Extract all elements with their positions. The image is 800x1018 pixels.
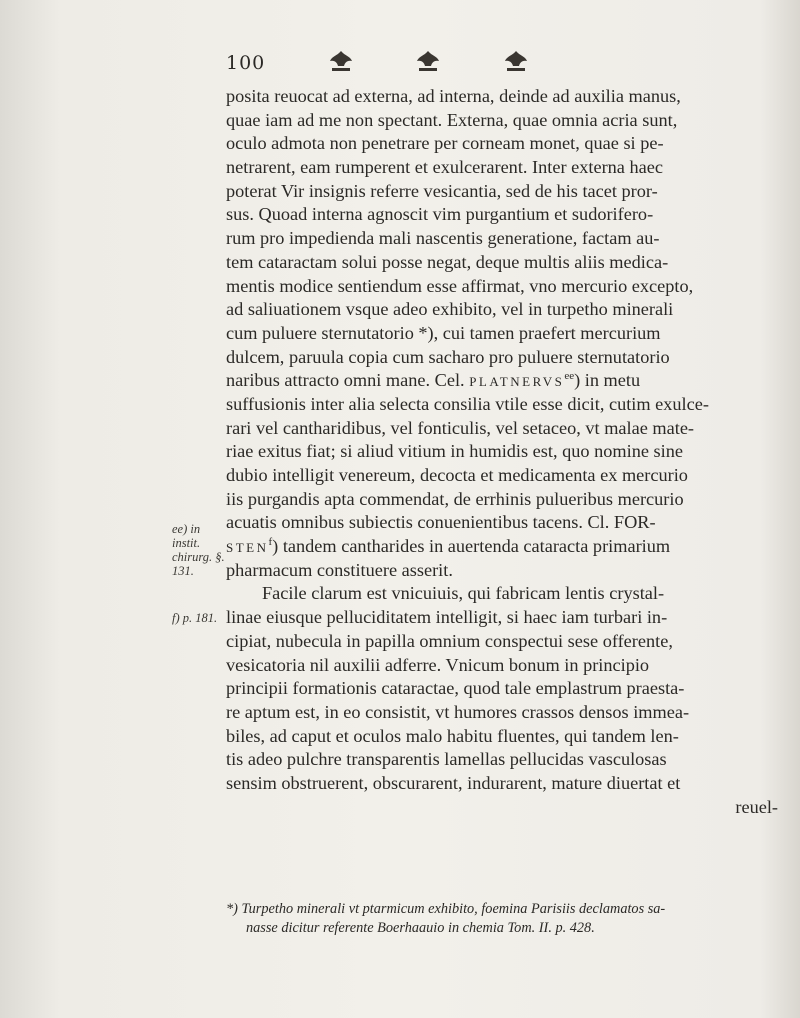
author-name: PLATNERVS: [469, 374, 565, 390]
text-line: tis adeo pulchre transparentis lamellas pellucidas vasculosas: [226, 749, 667, 770]
text-line: oculo admota non penetrare per corneam monet, quae si pe-: [226, 133, 664, 154]
text-line: sus. Quoad interna agnoscit vim purgantium et sudorifero-: [226, 204, 654, 225]
margin-note-line: f) p. 181.: [172, 611, 218, 625]
footnote-line: *) Turpetho minerali vt ptarmicum exhibito, foemina Parisiis declamatos sa-: [226, 901, 666, 917]
text-line: [226, 535, 786, 559]
catchword: reuel-: [735, 796, 778, 817]
text-line: netrarent, eam rumperent et exulcerarent. Inter externa haec: [226, 157, 663, 178]
text-line: dubio intelligit venereum, decocta et medicamenta ex mercurio: [226, 465, 688, 485]
line-fragment: ) in metu: [574, 370, 641, 391]
text-line: ad saliuationem vsque adeo exhibito, vel in turpetho minerali: [226, 299, 674, 320]
margin-note-f: [172, 611, 228, 625]
footnote-marker: ee: [564, 370, 575, 383]
text-line: posita reuocat ad externa, ad interna, deinde ad auxilia manus,: [226, 86, 681, 106]
page-header: [226, 48, 586, 82]
text-line: quae iam ad me non spectant. Externa, quae omnia acria sunt,: [226, 109, 678, 130]
text-line: pharmacum constituere asserit.: [226, 559, 453, 580]
text-line: sensim obstruerent, obscurarent, indurarent, mature diuertat et: [226, 772, 681, 793]
text-line: cipiat, nubecula in papilla omnium conspectui sese offerente,: [226, 630, 673, 651]
footnote-line: nasse dicitur referente Boerhaauio in chemia Tom. II. p. 428.: [246, 920, 595, 936]
text-line: rari vel cantharidibus, vel fonticulis, vel setaceo, vt malae mate-: [226, 417, 695, 438]
text-line: acuatis omnibus subiectis conuenientibus tacens. Cl. FOR-: [226, 512, 656, 533]
text-line: tem cataractam solui posse negat, deque multis aliis medica-: [226, 251, 669, 272]
page-number: 100: [226, 52, 266, 74]
fleuron-icon: [501, 48, 531, 74]
text-line: re aptum est, in eo consistit, vt humores crassos densos immea-: [226, 701, 690, 722]
line-fragment: ) tandem cantharides in auertenda cataracta primarium: [272, 536, 671, 557]
author-name: STEN: [226, 540, 269, 556]
footnote-marker: f: [268, 535, 273, 548]
text-line: [226, 369, 786, 393]
margin-note-line: chirurg. §.: [172, 550, 225, 564]
fleuron-icon: [326, 48, 356, 74]
text-line: biles, ad caput et oculos malo habitu fluentes, qui tandem len-: [226, 725, 679, 746]
footnote: [226, 900, 786, 938]
text-line: riae exitus fiat; si aliud vitium in humidis est, quo nomine sine: [226, 441, 683, 462]
text-line: cum puluere sternutatorio *), cui tamen praefert mercurium: [226, 322, 661, 343]
text-line: iis purgandis apta commendat, de errhinis pulueribus mercurio: [226, 488, 684, 509]
text-line: Facile clarum est vnicuiuis, qui fabricam lentis crystal-: [262, 583, 665, 604]
text-line: poterat Vir insignis referre vesicantia, sed de his tacet pror-: [226, 180, 658, 201]
text-line: mentis modice sentiendum esse affirmat, vno mercurio excepto,: [226, 275, 694, 296]
text-line: principii formationis cataractae, quod tale emplastrum praesta-: [226, 678, 685, 699]
main-text: [226, 85, 786, 819]
margin-note-line: ee) in instit.: [172, 522, 201, 550]
fleuron-icon: [413, 48, 443, 74]
margin-note-line: 131.: [172, 564, 194, 578]
line-fragment: naribus attracto omni mane. Cel.: [226, 370, 470, 391]
text-line: rum pro impedienda mali nascentis generatione, factam au-: [226, 228, 660, 249]
text-line: vesicatoria nil auxilii adferre. Vnicum bonum in principio: [226, 654, 650, 675]
margin-note-ee: [172, 522, 228, 578]
text-line: linae eiusque pelluciditatem intelligit, si haec iam turbari in-: [226, 607, 668, 628]
text-line: suffusionis inter alia selecta consilia vtile esse dicit, cutim exulce-: [226, 393, 709, 414]
text-line: dulcem, paruula copia cum sacharo pro puluere sternutatorio: [226, 346, 670, 367]
